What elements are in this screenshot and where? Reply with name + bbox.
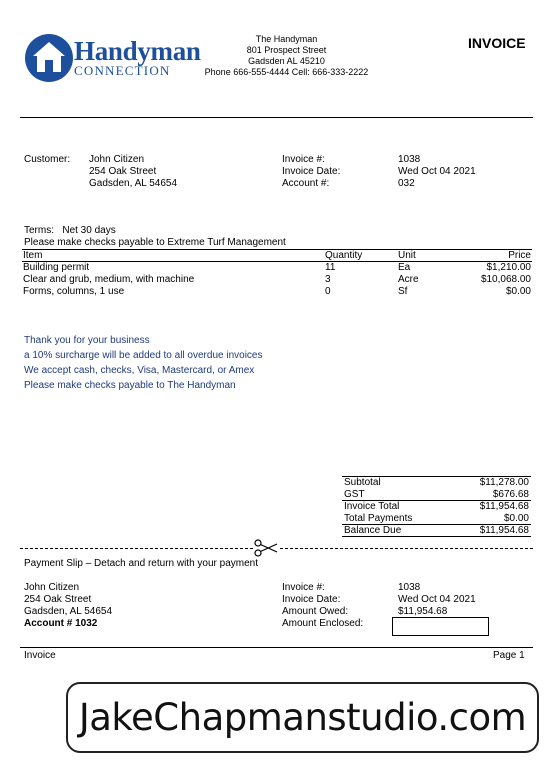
company-city: Gadsden AL 45210 — [248, 56, 325, 66]
col-price: Price — [457, 250, 532, 262]
subtotal-value: $11,278.00 — [479, 477, 529, 489]
header-divider — [20, 117, 533, 118]
totals-table — [342, 476, 531, 537]
invoice-date-label: Invoice Date: — [282, 166, 341, 177]
col-item: Item — [22, 250, 324, 262]
slip-invoice-number-label: Invoice #: — [282, 582, 325, 593]
company-info — [200, 34, 373, 78]
col-quantity: Quantity — [324, 250, 397, 262]
footer-doc-name: Invoice — [24, 650, 56, 661]
invoice-meta-labels — [282, 154, 340, 190]
totals-row — [342, 513, 531, 525]
slip-amount-owed-label: Amount Owed: — [282, 606, 349, 617]
company-phone: Phone 666-555-4444 Cell: 666-333-2222 — [204, 67, 369, 77]
company-name: The Handyman — [255, 34, 318, 44]
item-quantity: 0 — [325, 286, 331, 297]
item-price: $0.00 — [505, 286, 531, 297]
totals-row — [342, 525, 531, 537]
items-table — [22, 249, 532, 298]
slip-amount-owed: $11,954.68 — [398, 606, 448, 617]
slip-street: 254 Oak Street — [24, 594, 92, 605]
slip-meta-values — [398, 582, 476, 618]
note-surcharge: a 10% surcharge will be added to all overdue invoices — [24, 350, 263, 361]
invoice-meta-values — [398, 154, 476, 190]
terms-label: Terms: — [24, 225, 54, 236]
invoice-date: Wed Oct 04 2021 — [398, 166, 476, 177]
slip-meta-labels — [282, 582, 363, 630]
col-unit: Unit — [397, 250, 457, 262]
watermark: JakeChapmanstudio.com — [66, 682, 539, 753]
gst-value: $676.68 — [492, 488, 529, 500]
subtotal-label: Subtotal — [344, 477, 381, 489]
slip-amount-enclosed-label: Amount Enclosed: — [282, 618, 364, 629]
items-header-row — [22, 250, 532, 262]
balance-due-label: Balance Due — [344, 525, 402, 536]
terms-value: Net 30 days — [62, 225, 116, 236]
item-name: Clear and grub, medium, with machine — [23, 274, 195, 285]
payable-note: Please make checks payable to Extreme Turf Management — [24, 237, 286, 248]
item-name: Building permit — [23, 262, 90, 274]
account-number: 032 — [398, 178, 415, 189]
account-number-label: Account #: — [282, 178, 330, 189]
slip-account: Account # 1032 — [24, 618, 98, 629]
customer-city: Gadsden, AL 54654 — [89, 178, 178, 189]
table-row — [22, 274, 532, 286]
invoice-number: 1038 — [398, 154, 421, 165]
amount-enclosed-field[interactable] — [392, 617, 489, 636]
customer-address — [89, 154, 177, 190]
footer-page-number: Page 1 — [493, 650, 525, 661]
slip-address — [24, 582, 112, 630]
totals-row — [342, 501, 531, 513]
logo-subtitle: CONNECTION — [74, 63, 171, 78]
item-unit: Acre — [398, 274, 419, 285]
invoice-notes — [24, 333, 262, 393]
invoice-total-value: $11,954.68 — [479, 501, 529, 513]
balance-due-value: $11,954.68 — [479, 525, 529, 536]
house-icon — [24, 33, 74, 83]
item-unit: Ea — [398, 262, 411, 274]
slip-invoice-number: 1038 — [398, 582, 421, 593]
item-name: Forms, columns, 1 use — [23, 286, 125, 297]
slip-invoice-date-label: Invoice Date: — [282, 594, 341, 605]
company-street: 801 Prospect Street — [246, 45, 327, 55]
totals-row — [342, 489, 531, 501]
table-row — [22, 286, 532, 298]
item-quantity: 3 — [325, 274, 331, 285]
note-payment-methods: We accept cash, checks, Visa, Mastercard, or Amex — [24, 365, 255, 376]
invoice-total-label: Invoice Total — [344, 501, 400, 513]
footer-divider — [20, 647, 533, 648]
item-unit: Sf — [398, 286, 408, 297]
slip-city: Gadsden, AL 54654 — [24, 606, 113, 617]
invoice-number-label: Invoice #: — [282, 154, 325, 165]
item-price: $1,210.00 — [486, 262, 531, 274]
item-price: $10,068.00 — [480, 274, 531, 285]
slip-name: John Citizen — [24, 582, 80, 593]
total-payments-value: $0.00 — [503, 512, 529, 524]
terms — [24, 225, 116, 237]
gst-label: GST — [344, 488, 365, 500]
slip-invoice-date: Wed Oct 04 2021 — [398, 594, 476, 605]
item-quantity: 11 — [325, 262, 336, 274]
document-title: INVOICE — [468, 35, 526, 51]
totals-row — [342, 477, 531, 489]
customer-street: 254 Oak Street — [89, 166, 157, 177]
logo-wordmark: Handyman — [74, 36, 201, 66]
scissors-icon — [254, 539, 278, 557]
note-payable: Please make checks payable to The Handyman — [24, 380, 236, 391]
table-row — [22, 262, 532, 274]
total-payments-label: Total Payments — [344, 512, 413, 524]
customer-label: Customer: — [24, 154, 71, 165]
note-thanks: Thank you for your business — [24, 335, 150, 346]
customer-name: John Citizen — [89, 154, 145, 165]
payment-slip-title: Payment Slip – Detach and return with your payment — [24, 558, 259, 569]
